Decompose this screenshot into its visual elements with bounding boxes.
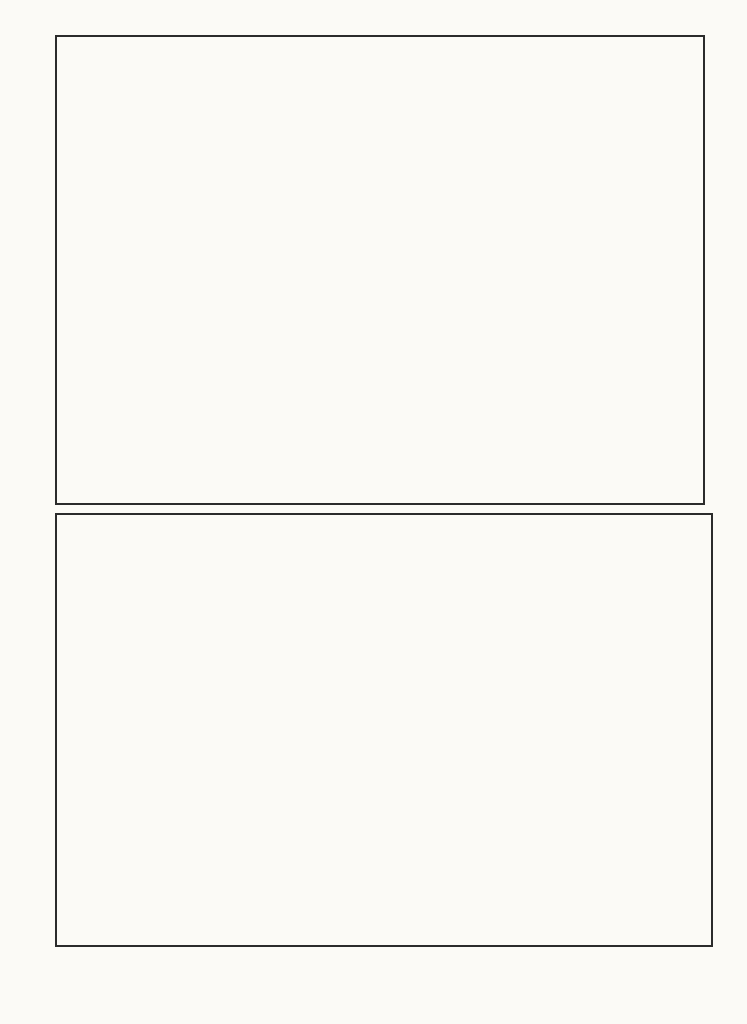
secretariat-roster-table	[55, 35, 705, 505]
instruction-dept-roster-table	[55, 513, 713, 947]
